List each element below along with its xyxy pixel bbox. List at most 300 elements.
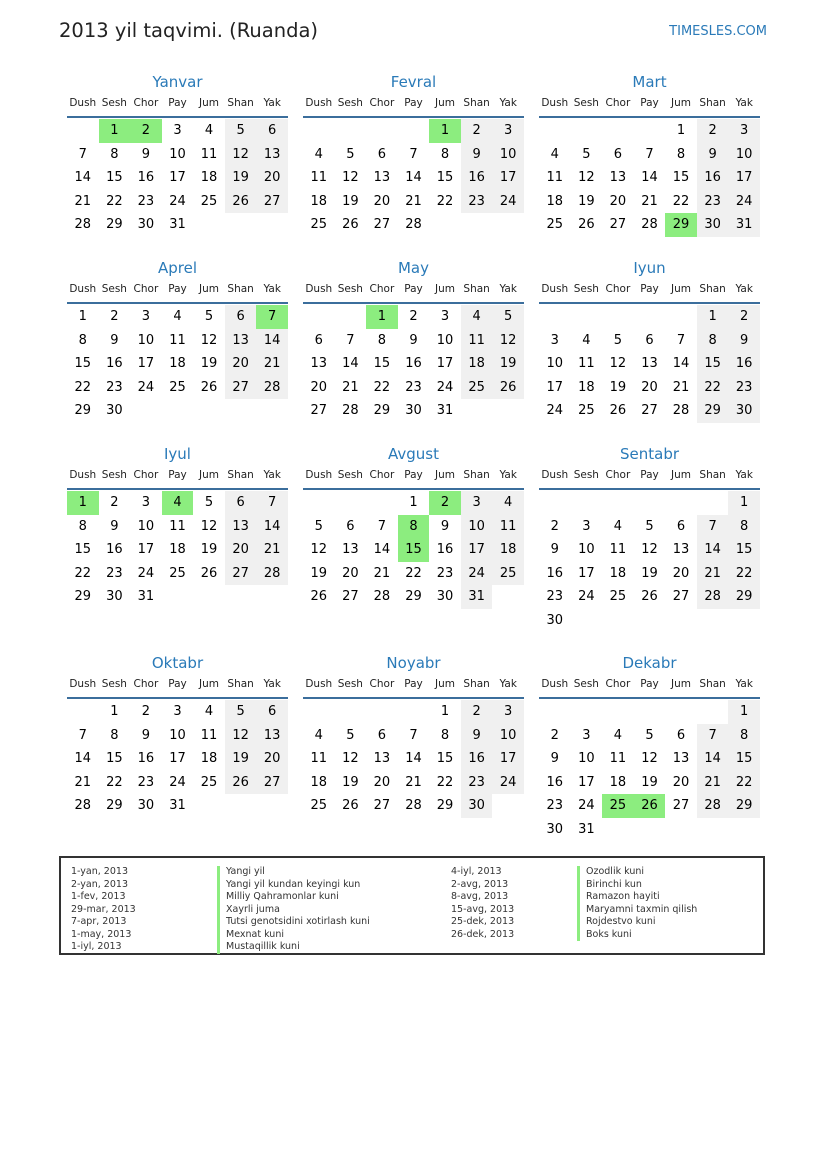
- day-cell: 8: [377, 332, 387, 348]
- holiday-day-cell: 25: [602, 794, 634, 818]
- legend-holiday-name: Yangi yil kundan keyingi kun: [217, 879, 360, 892]
- day-cell: 3: [582, 727, 591, 743]
- day-cell: 18: [492, 538, 524, 562]
- day-cell: 10: [546, 356, 564, 372]
- holiday-day-cell: 29: [665, 213, 697, 237]
- day-cell: 20: [641, 379, 658, 395]
- day-cell: 26: [342, 798, 359, 814]
- month-name: Yanvar: [152, 73, 203, 91]
- day-cell: 16: [137, 170, 155, 186]
- weekday-header: Sesh: [337, 283, 363, 295]
- weekday-header: Yak: [499, 469, 517, 481]
- weekday-header: Jum: [435, 97, 456, 109]
- day-cell: 29: [728, 585, 760, 609]
- day-cell: 12: [641, 542, 658, 558]
- day-cell: 5: [613, 332, 623, 348]
- day-cell: 3: [582, 518, 591, 534]
- day-cell: 16: [436, 542, 454, 558]
- legend-date: 2-avg, 2013: [451, 878, 509, 890]
- header-rule: [303, 488, 524, 490]
- day-cell: 4: [314, 727, 323, 743]
- day-cell: 26: [310, 589, 328, 605]
- day-cell: 17: [461, 538, 493, 562]
- legend-date: 29-mar, 2013: [71, 903, 136, 915]
- weekday-header: Chor: [369, 97, 395, 109]
- day-cell: 11: [578, 356, 595, 372]
- day-cell: 15: [106, 751, 123, 767]
- day-cell: 21: [405, 193, 422, 209]
- day-cell: 12: [342, 170, 359, 186]
- holiday-day-cell: 2: [429, 491, 461, 515]
- weekday-header: Chor: [369, 283, 395, 295]
- day-cell: 27: [342, 589, 359, 605]
- legend-date: 15-avg, 2013: [451, 903, 515, 915]
- day-cell: 25: [169, 565, 186, 581]
- weekday-header: Dush: [69, 283, 97, 295]
- day-cell: 19: [200, 542, 218, 558]
- day-grid: [303, 700, 524, 842]
- holiday-legend: [59, 856, 765, 955]
- day-cell: 30: [106, 589, 123, 605]
- month-name: Fevral: [390, 73, 437, 91]
- day-cell: 11: [609, 751, 627, 767]
- day-cell: 6: [645, 332, 654, 348]
- day-cell: 31: [728, 213, 760, 237]
- weekday-header: Sesh: [573, 469, 599, 481]
- day-cell: 22: [672, 193, 690, 209]
- day-cell: 7: [697, 724, 729, 748]
- day-cell: 9: [110, 518, 119, 534]
- day-cell: 28: [697, 794, 729, 818]
- day-cell: 16: [106, 356, 123, 372]
- day-cell: 10: [578, 542, 595, 558]
- month-name: Noyabr: [386, 654, 441, 672]
- weekday-header: Jum: [671, 97, 692, 109]
- weekday-header: Chor: [605, 469, 631, 481]
- day-cell: 15: [697, 352, 729, 376]
- day-cell: 12: [310, 542, 328, 558]
- day-cell: 17: [492, 166, 524, 190]
- day-cell: 20: [672, 774, 690, 790]
- day-cell: 6: [377, 146, 387, 162]
- legend-holiday-name: Mustaqillik kuni: [217, 941, 300, 954]
- day-cell: 5: [314, 518, 323, 534]
- day-cell: 3: [173, 704, 182, 719]
- day-cell: 27: [373, 798, 391, 814]
- day-cell: 17: [137, 542, 155, 558]
- legend-holiday-name: Birinchi kun: [577, 879, 642, 892]
- day-cell: 17: [169, 751, 186, 767]
- day-cell: 11: [200, 146, 218, 162]
- weekday-header: Shan: [227, 469, 254, 481]
- day-cell: 25: [200, 774, 218, 790]
- day-grid: [67, 491, 288, 633]
- day-cell: 16: [546, 774, 564, 790]
- header-rule: [539, 116, 760, 118]
- day-cell: 9: [440, 518, 450, 534]
- weekday-header: Chor: [133, 469, 159, 481]
- day-cell: 24: [461, 562, 493, 586]
- day-cell: 31: [137, 589, 155, 605]
- weekday-header: Sesh: [101, 678, 127, 690]
- weekday-header: Sesh: [101, 283, 127, 295]
- day-cell: 20: [609, 193, 627, 209]
- day-cell: 17: [169, 170, 186, 186]
- holiday-day-cell: 7: [256, 305, 288, 329]
- weekday-header: Shan: [463, 97, 490, 109]
- day-cell: 18: [169, 356, 186, 372]
- day-cell: 19: [225, 747, 257, 771]
- legend-date: 8-avg, 2013: [451, 891, 509, 902]
- day-cell: 1: [728, 491, 760, 515]
- day-cell: 21: [74, 193, 92, 209]
- day-cell: 29: [728, 794, 760, 818]
- day-cell: 11: [492, 515, 524, 539]
- day-cell: 6: [676, 518, 686, 534]
- day-cell: 21: [697, 771, 729, 795]
- day-cell: 14: [405, 751, 422, 767]
- day-cell: 7: [697, 515, 729, 539]
- month-name: Oktabr: [151, 654, 204, 672]
- day-cell: 15: [74, 356, 92, 372]
- weekday-header: Pay: [168, 469, 187, 481]
- day-cell: 2: [409, 309, 418, 324]
- day-cell: 29: [697, 399, 729, 423]
- weekday-header: Sesh: [101, 97, 127, 109]
- day-cell: 16: [461, 747, 493, 771]
- day-cell: 20: [256, 166, 288, 190]
- weekday-header: Pay: [168, 678, 187, 690]
- day-cell: 15: [106, 170, 123, 186]
- legend-date: 4-iyl, 2013: [451, 866, 502, 877]
- day-cell: 28: [405, 217, 422, 233]
- day-cell: 12: [200, 518, 218, 534]
- day-cell: 26: [342, 217, 359, 233]
- site-link[interactable]: TIMESLES.COM: [669, 24, 767, 39]
- day-cell: 2: [550, 727, 559, 743]
- day-cell: 19: [641, 565, 658, 581]
- weekday-header: Shan: [227, 283, 254, 295]
- day-cell: 25: [546, 217, 564, 233]
- day-cell: 24: [578, 589, 595, 605]
- day-cell: 20: [225, 352, 257, 376]
- day-cell: 18: [310, 193, 328, 209]
- day-cell: 14: [373, 542, 391, 558]
- weekday-header: Shan: [699, 283, 726, 295]
- day-cell: 15: [672, 170, 690, 186]
- day-cell: 21: [74, 774, 92, 790]
- day-cell: 9: [141, 727, 151, 743]
- day-cell: 16: [137, 751, 155, 767]
- day-cell: 19: [342, 193, 359, 209]
- weekday-header: Yak: [499, 678, 517, 690]
- day-cell: 18: [200, 170, 218, 186]
- weekday-header: Jum: [199, 469, 220, 481]
- day-cell: 10: [461, 515, 493, 539]
- day-cell: 13: [672, 751, 690, 767]
- weekday-header: Jum: [435, 283, 456, 295]
- day-cell: 21: [405, 774, 422, 790]
- day-cell: 31: [436, 403, 454, 419]
- holiday-day-cell: 1: [99, 119, 131, 143]
- month-name: Iyul: [164, 445, 191, 463]
- day-cell: 23: [137, 193, 155, 209]
- day-cell: 5: [204, 309, 214, 324]
- day-cell: 11: [200, 727, 218, 743]
- day-cell: 15: [436, 170, 454, 186]
- legend-holiday-name: Rojdestvo kuni: [577, 916, 656, 929]
- day-cell: 13: [373, 751, 391, 767]
- legend-date: 1-may, 2013: [71, 928, 132, 940]
- day-cell: 15: [436, 751, 454, 767]
- weekday-header: Yak: [263, 678, 281, 690]
- day-cell: 3: [440, 309, 450, 324]
- day-cell: 9: [110, 332, 119, 348]
- day-cell: 31: [461, 585, 493, 609]
- day-cell: 1: [409, 495, 418, 510]
- day-cell: 29: [106, 798, 123, 814]
- day-cell: 8: [728, 515, 760, 539]
- header-rule: [539, 488, 760, 490]
- day-cell: 21: [672, 379, 690, 395]
- day-cell: 18: [169, 542, 186, 558]
- day-grid: [67, 305, 288, 447]
- day-cell: 22: [436, 193, 454, 209]
- day-cell: 23: [405, 379, 422, 395]
- day-cell: 3: [141, 495, 151, 510]
- header-rule: [67, 302, 288, 304]
- day-cell: 19: [641, 774, 658, 790]
- day-cell: 21: [342, 379, 359, 395]
- day-cell: 25: [200, 193, 218, 209]
- legend-holiday-name: Mexnat kuni: [217, 929, 284, 942]
- day-cell: 2: [461, 119, 493, 143]
- day-cell: 10: [169, 146, 186, 162]
- legend-holiday-name: Ozodlik kuni: [577, 866, 644, 879]
- day-cell: 27: [310, 403, 328, 419]
- day-cell: 11: [461, 329, 493, 353]
- day-cell: 21: [256, 352, 288, 376]
- day-cell: 4: [550, 146, 559, 162]
- day-cell: 3: [173, 123, 182, 138]
- day-grid: [303, 119, 524, 261]
- day-cell: 17: [492, 747, 524, 771]
- day-cell: 30: [461, 794, 493, 818]
- day-cell: 3: [492, 119, 524, 143]
- day-cell: 12: [492, 329, 524, 353]
- day-cell: 23: [461, 771, 493, 795]
- day-cell: 7: [78, 146, 87, 162]
- month-name: Aprel: [157, 259, 198, 277]
- weekday-header: Dush: [541, 678, 569, 690]
- day-cell: 6: [256, 700, 288, 724]
- day-cell: 26: [609, 403, 627, 419]
- day-cell: 24: [578, 798, 595, 814]
- weekday-header: Dush: [69, 678, 97, 690]
- weekday-header: Pay: [640, 283, 659, 295]
- day-cell: 27: [609, 217, 627, 233]
- day-cell: 29: [373, 403, 391, 419]
- day-cell: 28: [672, 403, 690, 419]
- day-cell: 13: [310, 356, 328, 372]
- day-cell: 17: [578, 774, 595, 790]
- weekday-header: Dush: [541, 283, 569, 295]
- day-cell: 27: [225, 376, 257, 400]
- day-cell: 26: [200, 565, 218, 581]
- day-cell: 23: [106, 379, 123, 395]
- day-cell: 28: [373, 589, 391, 605]
- day-cell: 27: [256, 771, 288, 795]
- holiday-day-cell: 8: [398, 515, 430, 539]
- weekday-header: Yak: [735, 283, 753, 295]
- day-cell: 7: [78, 727, 87, 743]
- day-cell: 23: [697, 190, 729, 214]
- legend-date: 2-yan, 2013: [71, 878, 128, 890]
- day-cell: 5: [346, 727, 355, 743]
- day-cell: 27: [256, 190, 288, 214]
- weekday-header: Jum: [671, 283, 692, 295]
- day-cell: 29: [74, 589, 92, 605]
- legend-date: 7-apr, 2013: [71, 916, 127, 927]
- day-cell: 14: [74, 751, 92, 767]
- header-rule: [539, 302, 760, 304]
- day-cell: 8: [110, 727, 119, 743]
- day-cell: 30: [546, 613, 564, 628]
- day-cell: 22: [106, 774, 123, 790]
- day-cell: 17: [728, 166, 760, 190]
- day-cell: 9: [550, 751, 559, 767]
- holiday-day-cell: 2: [130, 119, 162, 143]
- day-cell: 27: [373, 217, 391, 233]
- day-cell: 30: [728, 399, 760, 423]
- day-cell: 30: [436, 589, 454, 605]
- weekday-header: Dush: [541, 469, 569, 481]
- day-cell: 9: [728, 329, 760, 353]
- day-cell: 22: [106, 193, 123, 209]
- holiday-day-cell: 1: [429, 119, 461, 143]
- weekday-header: Jum: [671, 469, 692, 481]
- day-cell: 6: [676, 727, 686, 743]
- day-cell: 7: [346, 332, 355, 348]
- header-rule: [67, 697, 288, 699]
- day-cell: 29: [106, 217, 123, 233]
- day-cell: 5: [346, 146, 355, 162]
- weekday-header: Dush: [305, 469, 333, 481]
- day-cell: 22: [436, 774, 454, 790]
- header-rule: [303, 697, 524, 699]
- day-cell: 3: [728, 119, 760, 143]
- day-cell: 13: [641, 356, 658, 372]
- day-cell: 21: [697, 562, 729, 586]
- weekday-header: Dush: [541, 97, 569, 109]
- day-cell: 18: [200, 751, 218, 767]
- day-cell: 29: [74, 403, 92, 419]
- weekday-header: Chor: [133, 97, 159, 109]
- day-cell: 16: [405, 356, 422, 372]
- day-cell: 4: [173, 309, 182, 324]
- day-cell: 21: [373, 565, 391, 581]
- day-cell: 7: [676, 332, 686, 348]
- day-cell: 5: [645, 518, 654, 534]
- legend-date: 1-yan, 2013: [71, 866, 128, 877]
- day-cell: 13: [672, 542, 690, 558]
- day-cell: 30: [137, 217, 155, 233]
- day-cell: 11: [169, 518, 186, 534]
- day-cell: 3: [461, 491, 493, 515]
- month-name: Iyun: [633, 259, 666, 277]
- legend-date: 1-fev, 2013: [71, 891, 126, 902]
- day-cell: 6: [314, 332, 323, 348]
- weekday-header: Dush: [69, 469, 97, 481]
- weekday-header: Pay: [640, 469, 659, 481]
- day-cell: 18: [578, 379, 595, 395]
- day-cell: 23: [461, 190, 493, 214]
- header-rule: [303, 302, 524, 304]
- day-cell: 17: [137, 356, 155, 372]
- day-cell: 27: [225, 562, 257, 586]
- day-cell: 23: [106, 565, 123, 581]
- weekday-header: Dush: [305, 97, 333, 109]
- day-cell: 20: [373, 774, 391, 790]
- day-cell: 23: [436, 565, 454, 581]
- weekday-header: Jum: [199, 283, 220, 295]
- day-cell: 4: [582, 332, 591, 348]
- day-grid: [539, 305, 760, 447]
- day-cell: 14: [74, 170, 92, 186]
- weekday-header: Jum: [199, 678, 220, 690]
- day-cell: 22: [74, 565, 92, 581]
- weekday-header: Chor: [605, 283, 631, 295]
- weekday-header: Chor: [605, 97, 631, 109]
- day-cell: 27: [672, 589, 690, 605]
- day-cell: 14: [405, 170, 422, 186]
- day-grid: [539, 491, 760, 633]
- day-cell: 2: [697, 119, 729, 143]
- day-cell: 17: [578, 565, 595, 581]
- day-cell: 6: [346, 518, 355, 534]
- weekday-header: Yak: [735, 97, 753, 109]
- day-cell: 5: [645, 727, 654, 743]
- weekday-header: Yak: [735, 678, 753, 690]
- day-cell: 27: [641, 403, 658, 419]
- day-cell: 10: [578, 751, 595, 767]
- day-cell: 4: [492, 491, 524, 515]
- day-grid: [303, 491, 524, 633]
- day-cell: 6: [613, 146, 623, 162]
- day-cell: 28: [74, 217, 92, 233]
- weekday-header: Yak: [499, 283, 517, 295]
- day-cell: 5: [225, 700, 257, 724]
- weekday-header: Chor: [605, 678, 631, 690]
- day-cell: 15: [373, 356, 391, 372]
- weekday-header: Pay: [168, 283, 187, 295]
- day-cell: 12: [225, 143, 257, 167]
- weekday-header: Sesh: [573, 678, 599, 690]
- day-cell: 9: [550, 542, 559, 558]
- day-cell: 12: [578, 170, 595, 186]
- month-name: Dekabr: [622, 654, 677, 672]
- day-cell: 19: [310, 565, 328, 581]
- day-cell: 12: [225, 724, 257, 748]
- weekday-header: Shan: [463, 283, 490, 295]
- day-cell: 8: [78, 518, 87, 534]
- day-cell: 6: [256, 119, 288, 143]
- day-cell: 8: [440, 727, 450, 743]
- day-cell: 11: [546, 170, 564, 186]
- day-cell: 4: [204, 704, 214, 719]
- day-cell: 24: [728, 190, 760, 214]
- weekday-header: Pay: [168, 97, 187, 109]
